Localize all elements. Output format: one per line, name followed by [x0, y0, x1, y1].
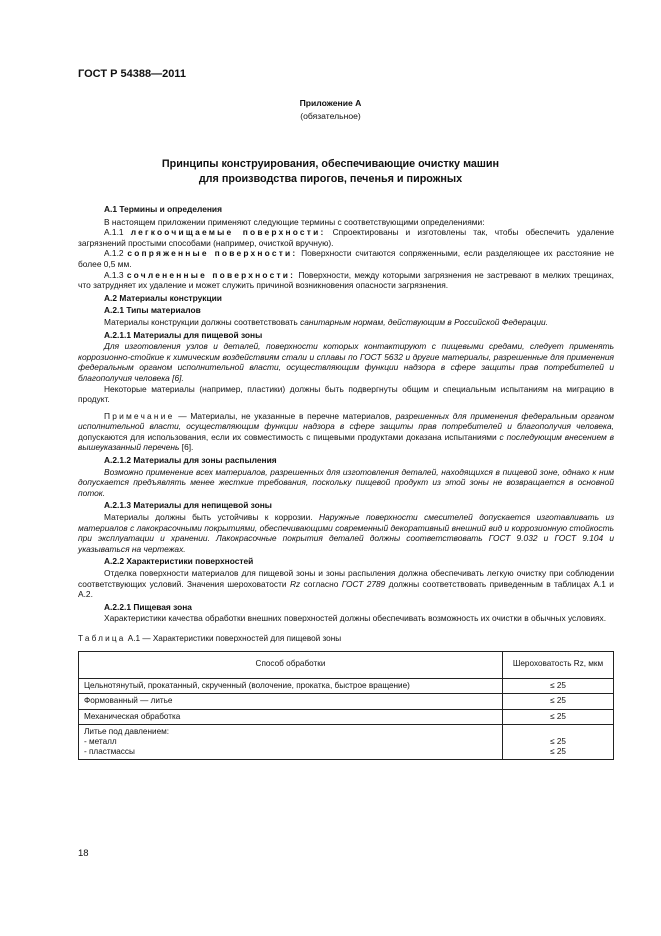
page-number: 18	[78, 848, 89, 859]
note-plain-2: допускаются для использования, если их совместимость с пищевыми продуктами доказана испытаниями	[78, 431, 500, 442]
section-a221-text: Характеристики качества обработки внешних поверхностей должны обеспечивать возможность их очистки в обычных условиях.	[104, 613, 607, 624]
term-a12	[78, 248, 614, 269]
cell-roughness	[503, 725, 614, 760]
table-caption-text: А.1 — Характеристики поверхностей для пищевой зоны	[125, 633, 342, 643]
section-a212-italic: Возможно применение всех материалов, разрешенных для изготовления деталей, находящихся в пищевой зоне, однако к ним допускается предъявлять менее жесткие требования, поскольку пищевой продукт из этой зоны не возвращается в основной поток.	[78, 466, 614, 498]
section-a211-heading: А.2.1.1 Материалы для пищевой зоны	[104, 329, 263, 340]
cell-roughness-value: ≤ 25	[550, 747, 566, 757]
section-a22-heading: А.2.2 Характеристики поверхностей	[104, 556, 254, 567]
appendix-name: Приложение А	[299, 98, 362, 108]
note-label: Примечание	[104, 410, 175, 421]
section-a21-text	[78, 317, 614, 328]
cell-roughness: ≤ 25	[503, 709, 614, 725]
title-line-1: Принципы конструирования, обеспечивающие очистку машин	[161, 158, 500, 170]
term-a11-term: легкоочищаемые поверхности:	[130, 227, 326, 238]
term-a13	[78, 270, 614, 291]
section-a213-plain: Материалы должны быть устойчивы к коррозии.	[104, 512, 319, 523]
section-a21-heading: А.2.1 Типы материалов	[104, 305, 201, 316]
table-header-row	[79, 651, 614, 678]
section-a221-heading: А.2.2.1 Пищевая зона	[104, 601, 192, 612]
note-italic-2: с последующим внесением в вышеуказанный перечень	[78, 431, 614, 453]
section-a211-text2: Некоторые материалы (например, пластики) должны быть подвергнуты общим и специальным испытаниям на миграцию в продукт.	[78, 383, 614, 405]
section-a21-text-italic: санитарным нормам, действующим в Российской Федерации.	[300, 316, 548, 327]
term-a12-definition: Поверхности считаются сопряженными, если разделяющее их расстояние не более 0,5 мм.	[78, 248, 615, 269]
appendix-title	[0, 157, 661, 187]
note-plain-3: [6].	[179, 442, 194, 453]
term-a12-term: сопряженные поверхности:	[127, 248, 298, 259]
section-a21-text-plain: Материалы конструкции должны соответствовать	[104, 316, 301, 327]
cell-method	[79, 725, 503, 760]
title-line-2: для производства пирогов, печенья и пирожных	[198, 173, 463, 185]
term-a12-number: А.1.2	[104, 248, 124, 259]
term-a13-definition: Поверхности, между которыми загрязнения не застревают в мелких трещинах, что затрудняет их удаление и может служить причиной возникновения опасности загрязнения.	[78, 269, 614, 291]
table-caption	[78, 634, 614, 645]
section-a212-text	[78, 467, 614, 499]
section-a2-heading: А.2 Материалы конструкции	[104, 292, 222, 303]
section-a211-italic: Для изготовления узлов и деталей, поверхности которых контактируют с пищевыми средами, следует применять коррозионно-стойкие к химическим воздействиям стали и сплавы по ГОСТ 5632 и другие материалы, разрешенные для применения федеральным органом исполнительной власти, осуществляющим функции надзора в сфере защиты прав потребителей и благополучия человека [6].	[78, 341, 614, 383]
standard-number: ГОСТ Р 54388—2011	[78, 68, 186, 80]
cell-method-item: - металл	[84, 737, 117, 747]
table-row	[79, 694, 614, 710]
document-body	[78, 202, 614, 760]
section-a22-plain-3: должны соответствовать приведенным в таблицах А.1 и А.2.	[78, 578, 614, 600]
term-a13-number: А.1.3	[104, 269, 124, 280]
cell-method: Механическая обработка	[79, 709, 503, 725]
term-a13-term: сочлененные поверхности:	[126, 269, 296, 280]
section-a22-italic: ГОСТ 2789	[341, 578, 386, 589]
section-a22-text	[78, 568, 614, 600]
cell-method: Формованный — литье	[79, 694, 503, 710]
table-row	[79, 678, 614, 694]
appendix-status: (обязательное)	[300, 111, 361, 121]
section-a22-plain-2: согласно	[300, 578, 342, 589]
section-a213-text	[78, 512, 614, 554]
section-a1-heading: А.1 Термины и определения	[104, 204, 222, 214]
section-a1-intro: В настоящем приложении применяют следующие термины с соответствующими определениями:	[104, 216, 485, 227]
term-a11-definition: Спроектированы и изготовлены так, чтобы обеспечить удаление загрязнений простыми способами (например, очисткой вручную).	[78, 227, 615, 248]
surface-table	[78, 651, 614, 761]
section-a22-rz: Rz	[289, 578, 301, 589]
table-row	[79, 725, 614, 760]
section-a213-italic: Наружные поверхности смесителей допускается изготавливать из материалов с лакокрасочными покрытиями, обеспечивающими современный декоративный внешний вид и коррозионную стойкость при эксплуатации и хранении. Лакокрасочные покрытия деталей должны соответствовать ГОСТ 9.032 и ГОСТ 9.104 и указываться на чертежах.	[78, 512, 614, 554]
cell-roughness: ≤ 25	[503, 678, 614, 694]
cell-roughness-value: ≤ 25	[550, 737, 566, 747]
section-a22-plain-1: Отделка поверхности материалов для пищевой зоны и зоны распыления должна обеспечивать легкую очистку при соблюдении соответствующих условий. Значения шероховатости	[78, 568, 614, 589]
section-a211-text	[78, 341, 614, 383]
cell-roughness: ≤ 25	[503, 694, 614, 710]
table-row	[79, 709, 614, 725]
section-a213-heading: А.2.1.3 Материалы для непищевой зоны	[104, 500, 272, 511]
note-italic-1: разрешенных для применения федеральным органом исполнительной власти, осуществляющим функции надзора в сфере защиты прав потребителей и благополучия человека,	[78, 410, 614, 432]
term-a11	[78, 227, 614, 248]
cell-method: Цельнотянутый, прокатанный, скрученный (волочение, прокатка, быстрое вращение)	[79, 678, 503, 694]
column-header-roughness: Шероховатость Rz, мкм	[503, 651, 614, 678]
cell-method-title: Литье под давлением:	[84, 727, 170, 737]
note-paragraph	[78, 411, 614, 453]
note-plain-1: — Материалы, не указанные в перечне материалов,	[174, 410, 396, 421]
appendix-heading	[0, 97, 661, 123]
cell-method-item: - пластмассы	[84, 747, 135, 757]
column-header-method: Способ обработки	[79, 651, 503, 678]
table-caption-label: Таблица	[78, 633, 126, 643]
section-a212-heading: А.2.1.2 Материалы для зоны распыления	[104, 455, 277, 466]
term-a11-number: А.1.1	[104, 227, 124, 238]
